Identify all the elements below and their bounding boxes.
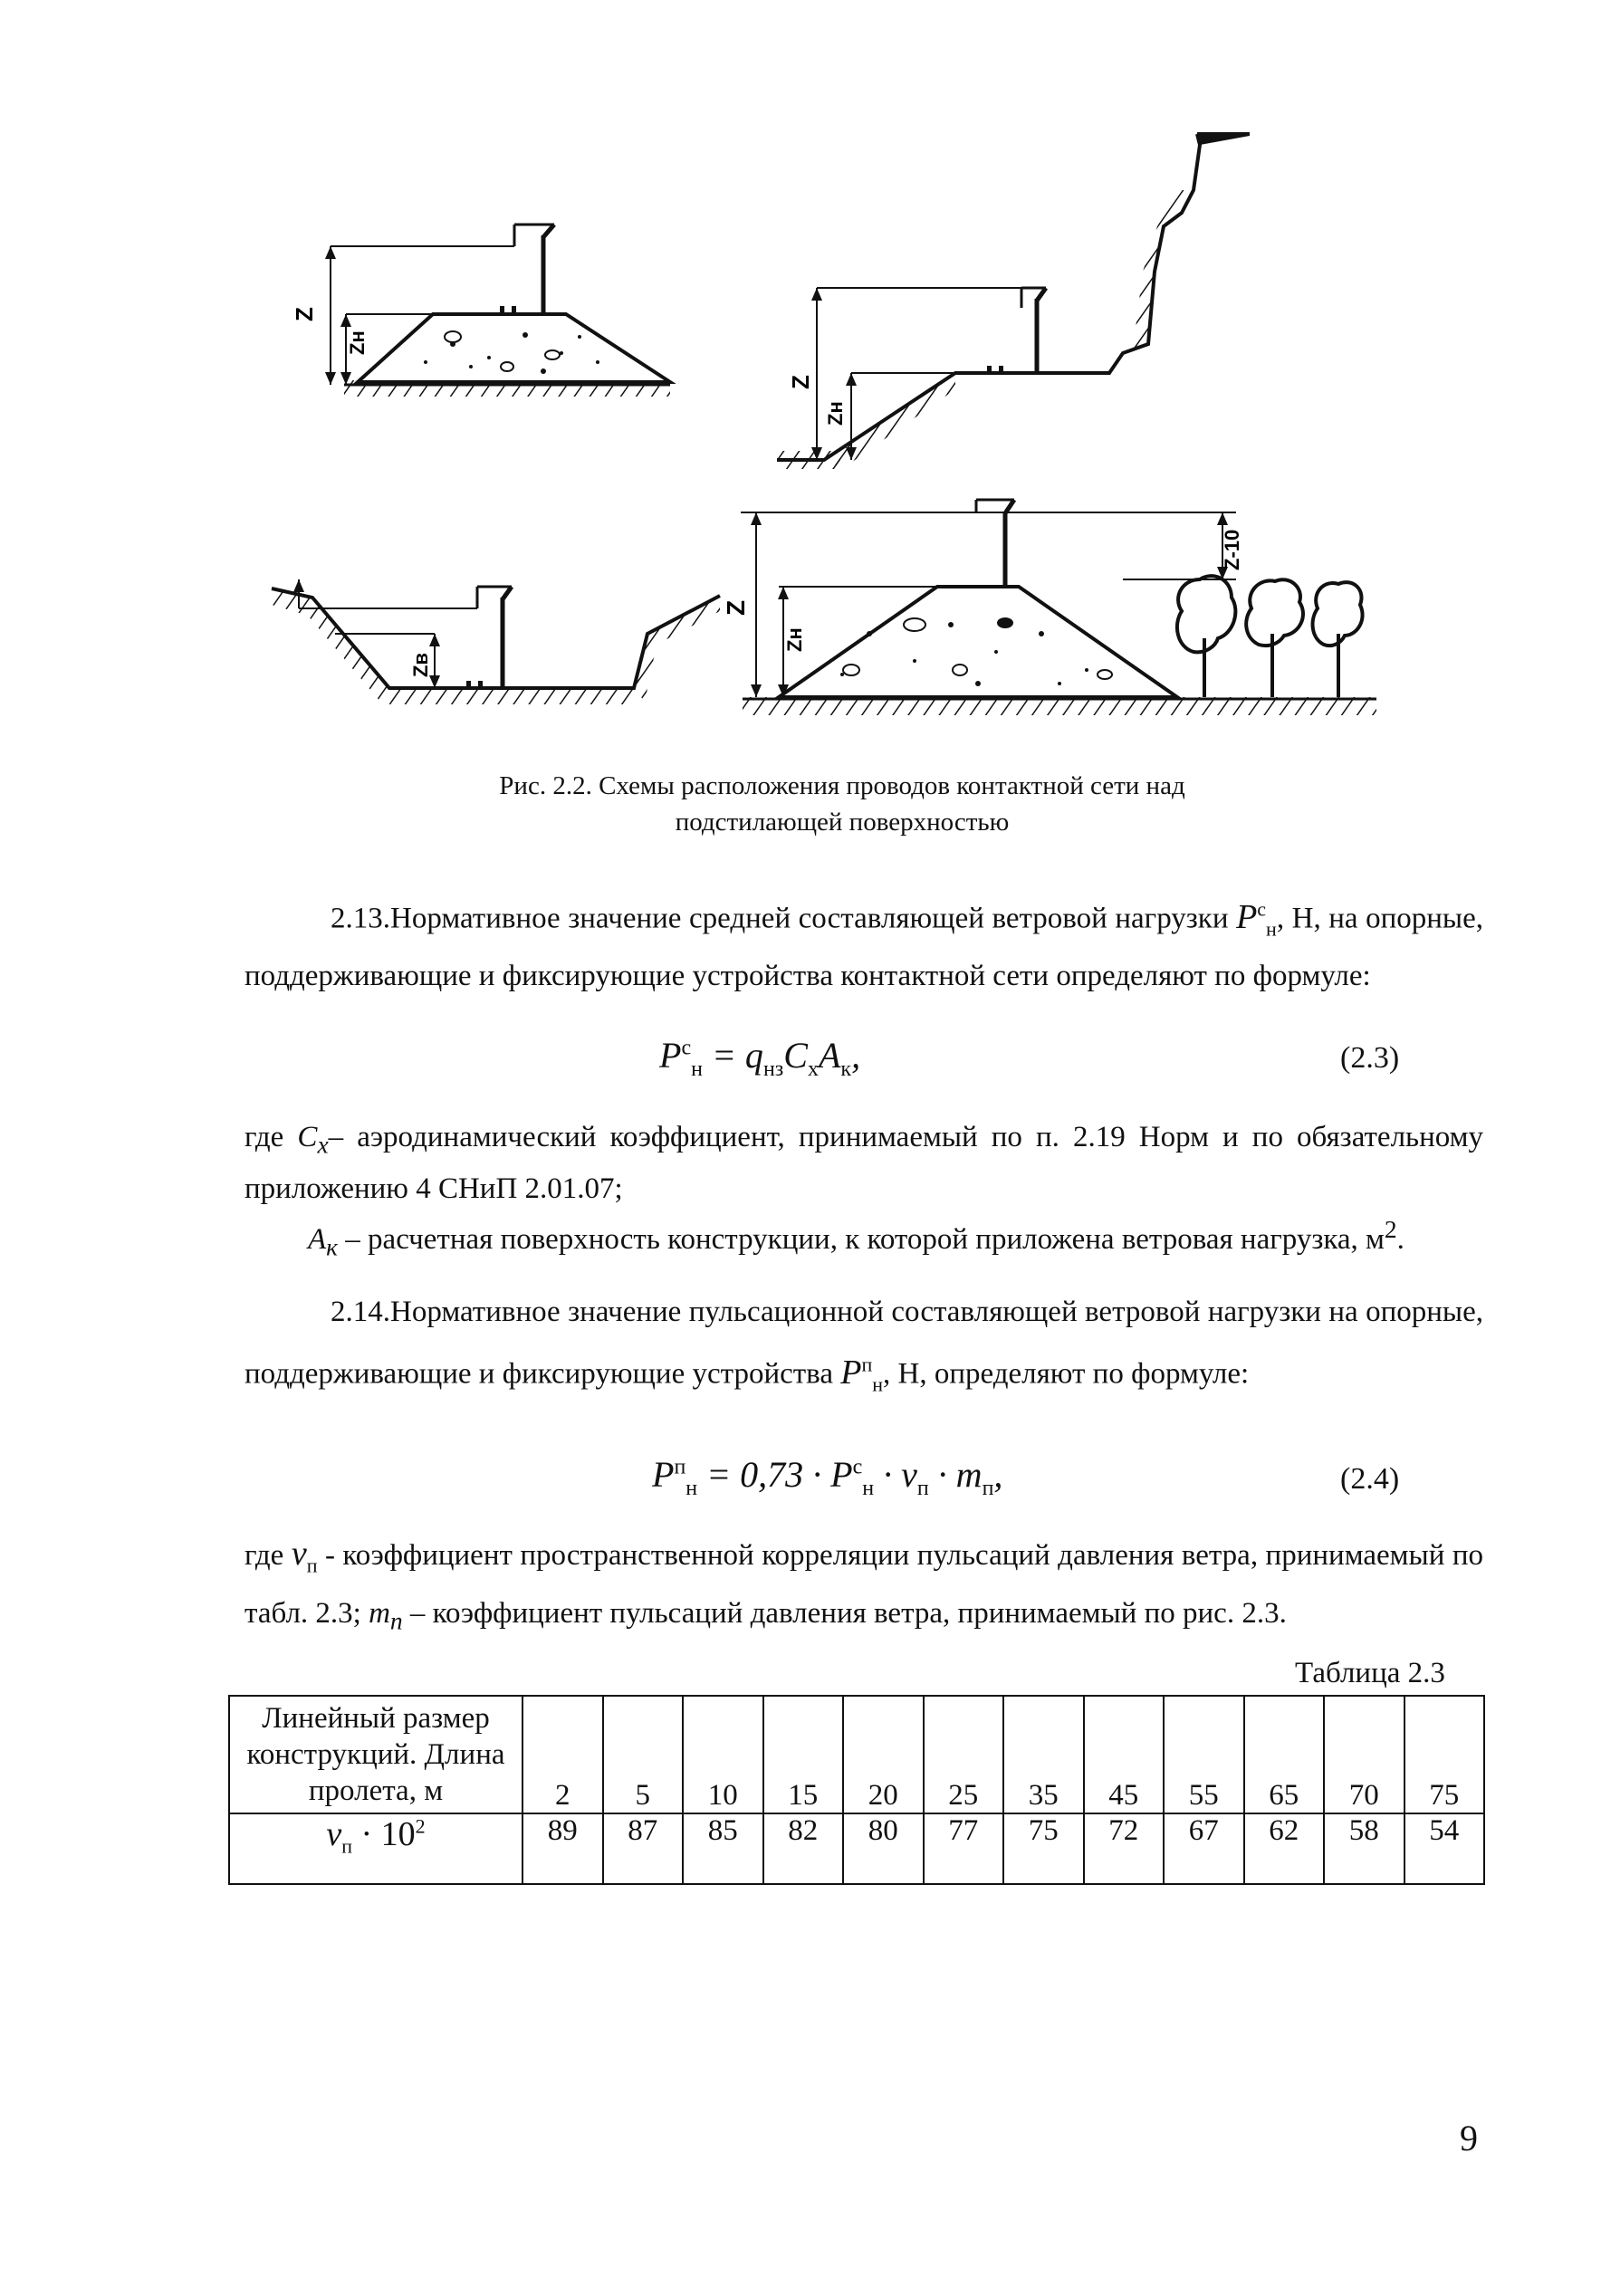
where-cx: где $C_x-$ аэродинамический коэффициент, принимаемый по п. 2.19 Норм и по обязательному приложению 4 СНиП 2.01.07; [244, 1121, 1483, 1205]
table-cell-span: 35 [1003, 1696, 1084, 1813]
label-zn: Zн [783, 627, 806, 652]
table-cell-value: 87 [603, 1813, 684, 1884]
table-cell-span: 10 [683, 1696, 763, 1813]
caption-line-1: Рис. 2.2. Схемы расположения проводов контактной сети над [499, 771, 1185, 800]
table-header-label: Линейный размер конструкций. Длина пролета, м [229, 1696, 522, 1813]
formula-number-2-4: (2.4) [1340, 1462, 1400, 1496]
label-z: Z [787, 375, 814, 389]
table-cell-value: 72 [1084, 1813, 1165, 1884]
table-cell-value: 77 [924, 1813, 1004, 1884]
table-cell-span: 45 [1084, 1696, 1165, 1813]
table-cell-span: 75 [1404, 1696, 1485, 1813]
table-cell-value: 54 [1404, 1813, 1485, 1884]
label-zn: Zн [824, 401, 847, 426]
label-z: Z [291, 307, 318, 321]
page-number: 9 [1460, 2118, 1478, 2158]
p213-text-before: 2.13.Нормативное значение средней составляющей ветровой нагрузки [331, 902, 1229, 935]
table-cell-span: 70 [1324, 1696, 1404, 1813]
p214-text-after: , Н, определяют по формуле: [883, 1357, 1250, 1391]
paragraph-2-14 [244, 1286, 1483, 1411]
scheme-embankment-trees [722, 500, 1376, 715]
where-vn: где $\nu_п$ - коэффициент пространственной корреляции пульсаций давления ветра, принимаемый по табл. 2.3; $m_п$ – коэффициент пульсаций давления ветра, принимаемый по рис. 2.3. [244, 1535, 1483, 1635]
p213-text-after: , Н, на опорные, поддерживающие и фиксирующие устройства контактной сети определяют по формуле: [244, 902, 1483, 993]
symbol-p-pulse: $P^п_н$ [840, 1353, 883, 1396]
table-cell-span: 25 [924, 1696, 1004, 1813]
label-zv: Zв [409, 653, 432, 677]
formula-number-2-3: (2.3) [1340, 1041, 1400, 1075]
formula-2-3: $P^с_н = q_{нз}C_xA_к$, [659, 1035, 861, 1081]
table-row-label: $\nu_п \cdot 10^2$ [229, 1813, 522, 1884]
table-cell-value: 89 [522, 1813, 603, 1884]
scheme-hillside [777, 134, 1250, 469]
figure-caption [389, 768, 1295, 840]
scheme-embankment [291, 225, 670, 397]
symbol-p-mean: $P^с_н$ [1236, 897, 1277, 941]
table-cell-span: 20 [843, 1696, 924, 1813]
label-z: Z [722, 599, 750, 616]
table-cell-span: 15 [763, 1696, 844, 1813]
table-value-row [229, 1813, 1484, 1884]
where-ak: $A_к$ – расчетная поверхность конструкции, к которой приложена ветровая нагрузка, $м^2$. [308, 1215, 1404, 1261]
table-cell-value: 58 [1324, 1813, 1404, 1884]
caption-line-2: подстилающей поверхностью [675, 808, 1010, 837]
table-cell-span: 55 [1164, 1696, 1244, 1813]
table-cell-value: 67 [1164, 1813, 1244, 1884]
table-cell-value: 62 [1244, 1813, 1325, 1884]
table-cell-value: 82 [763, 1813, 844, 1884]
table-cell-value: 85 [683, 1813, 763, 1884]
scheme-cutting [272, 579, 720, 704]
p214-text-before: 2.14.Нормативное значение пульсационной составляющей ветровой нагрузки на опорные, поддерживающие и фиксирующие устройства [244, 1296, 1483, 1391]
label-zn: Zн [346, 330, 369, 355]
table-title: Таблица 2.3 [1295, 1657, 1445, 1689]
where-word: где [244, 1121, 284, 1153]
tree-icon [1177, 576, 1363, 697]
table-2-3 [228, 1695, 1485, 1885]
table-cell-span: 5 [603, 1696, 684, 1813]
figure-schemes [0, 0, 1601, 751]
table-cell-value: 75 [1003, 1813, 1084, 1884]
formula-2-4: $P^п_н = 0,73 \cdot P^с_н \cdot \nu_п \cdot m_п$, [652, 1454, 1003, 1500]
table-header-row [229, 1696, 1484, 1813]
label-z10: Z-10 [1221, 529, 1243, 570]
table-cell-span: 65 [1244, 1696, 1325, 1813]
table-cell-span: 2 [522, 1696, 603, 1813]
paragraph-2-13 [244, 885, 1483, 1000]
table-cell-value: 80 [843, 1813, 924, 1884]
